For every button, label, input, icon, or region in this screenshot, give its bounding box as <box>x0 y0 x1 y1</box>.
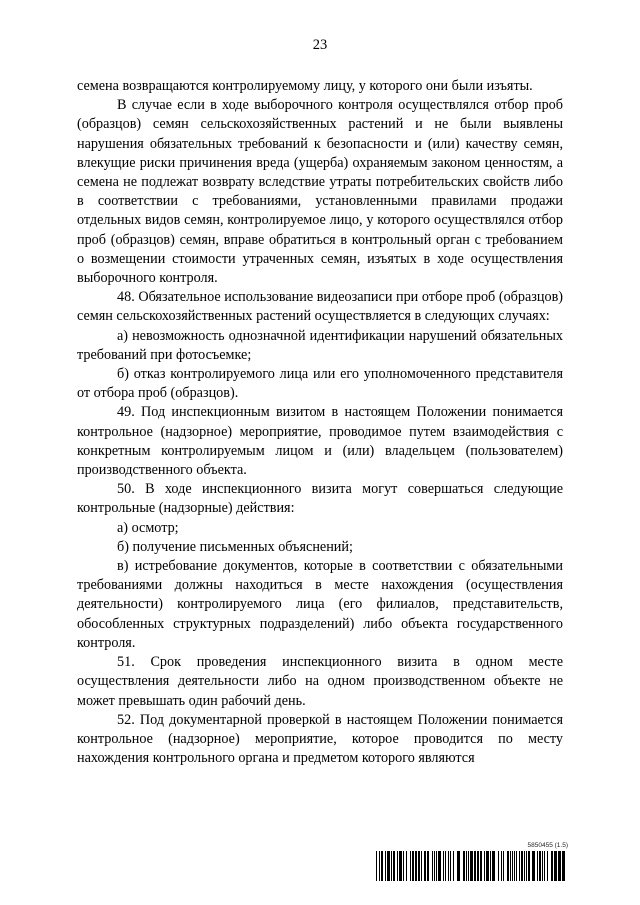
paragraph-49: 49. Под инспекционным визитом в настоящем Положении понимается контрольное (надзорное) мероприятие, проводимое путем взаимодействия с конкретным контролируемым лицом и (или) владельцем (пользователем) производственного объекта. <box>77 404 563 479</box>
barcode-bar <box>381 851 383 881</box>
barcode-bar <box>490 851 491 881</box>
barcode-bar <box>547 851 548 881</box>
barcode-bar <box>412 851 414 881</box>
barcode-bar <box>393 851 395 881</box>
barcode-bar <box>434 851 435 881</box>
barcode-bar <box>436 851 437 881</box>
barcode-bar <box>544 851 545 881</box>
barcode-bar <box>448 851 449 881</box>
barcode-bar <box>551 851 553 881</box>
barcode-bar <box>480 851 482 881</box>
barcode-bar <box>415 851 417 881</box>
paragraph-50-b: б) получение письменных объяснений; <box>117 538 353 555</box>
barcode-bar <box>379 851 380 881</box>
barcode-bar <box>391 851 392 881</box>
paragraph-48-b: б) отказ контролируемого лица или его уполномоченного представителя от отбора проб (образцов). <box>77 366 563 402</box>
barcode-bar <box>410 851 411 881</box>
barcode-bar <box>406 851 407 881</box>
paragraph-seed-compensation: В случае если в ходе выборочного контроля осуществлялся отбор проб (образцов) семян сельскохозяйственных растений и не были выявлены нарушения обязательных требований к безопасности и (или) качеству семян, влекущие риски причинения вреда (ущерба) охраняемым законом ценностям, а семена не подлежат возврату вследствие утраты потребительских свойств либо в соответствии с требованиями, установленными правилами продажи отдельных видов семян, контролируемое лицо, у которого осуществлялся отбор проб (образцов) семян, вправе обратиться в контрольный орган с требованием о возмещении стоимости утраченных семян, изъятых в ходе осуществления выборочного контроля. <box>77 97 563 287</box>
barcode-bar <box>503 851 504 881</box>
paragraph-51: 51. Срок проведения инспекционного визита в одном месте осуществления деятельности либо на одном производственном объекте не может превышать один рабочий день. <box>77 654 563 709</box>
barcode-bar <box>445 851 446 881</box>
barcode-bar <box>418 851 420 881</box>
barcode-bar <box>507 851 509 881</box>
page-number: 23 <box>312 37 328 53</box>
barcode-bar <box>397 851 398 881</box>
barcode-bar <box>524 851 525 881</box>
barcode-bar <box>474 851 476 881</box>
barcode-bar <box>477 851 479 881</box>
barcode-bar <box>453 851 454 881</box>
barcode-image <box>376 851 568 881</box>
barcode-bar <box>562 851 565 881</box>
barcode-bar <box>470 851 473 881</box>
barcode-bar <box>450 851 451 881</box>
barcode-bar <box>519 851 520 881</box>
barcode-bar <box>514 851 515 881</box>
barcode-bar <box>468 851 469 881</box>
barcode-bar <box>558 851 561 881</box>
barcode-bar <box>554 851 557 881</box>
barcode-bar <box>463 851 465 881</box>
barcode-code: 5850455 (1.5) <box>527 842 568 849</box>
barcode-bar <box>492 851 495 881</box>
barcode-bar <box>376 851 377 881</box>
barcode-bar <box>403 851 404 881</box>
barcode-bar <box>532 851 535 881</box>
paragraph-intro: семена возвращаются контролируемому лицу, у которого они были изъяты. <box>77 78 533 94</box>
barcode-bar <box>399 851 402 881</box>
barcode-bar <box>484 851 485 881</box>
body-text <box>77 77 563 768</box>
paragraph-52: 52. Под документарной проверкой в настоящем Положении понимается контрольное (надзорное) мероприятие, которое проводится по месту нахождения контрольного органа и предметом которого являются <box>77 711 563 767</box>
barcode-bar <box>526 851 527 881</box>
barcode-bar <box>424 851 426 881</box>
barcode-bar <box>537 851 538 881</box>
barcode-bar <box>486 851 489 881</box>
barcode-bar <box>438 851 441 881</box>
barcode-bar <box>510 851 511 881</box>
barcode-bar <box>501 851 502 881</box>
document-barcode <box>376 842 568 882</box>
barcode-bar <box>457 851 460 881</box>
paragraph-50-c: в) истребование документов, которые в соответствии с обязательными требованиями должны находиться в месте нахождения (осуществления деятельности) контролируемого лица (его филиалов, представительств, обособленных структурных подразделений) либо объекта государственного контроля. <box>77 558 563 651</box>
paragraph-50-a: а) осмотр; <box>117 519 179 536</box>
barcode-bar <box>542 851 543 881</box>
barcode-bar <box>432 851 433 881</box>
barcode-bar <box>512 851 513 881</box>
barcode-bar <box>539 851 541 881</box>
barcode-bar <box>498 851 499 881</box>
paragraph-48: 48. Обязательное использование видеозаписи при отборе проб (образцов) семян сельскохозяйственных растений осуществляется в следующих случаях: <box>77 289 563 325</box>
paragraph-50: 50. В ходе инспекционного визита могут совершаться следующие контрольные (надзорные) действия: <box>77 481 563 517</box>
barcode-bar <box>443 851 444 881</box>
barcode-bar <box>387 851 390 881</box>
barcode-bar <box>421 851 422 881</box>
barcode-bar <box>521 851 523 881</box>
barcode-bar <box>528 851 530 881</box>
barcode-bar <box>427 851 429 881</box>
barcode-bar <box>516 851 517 881</box>
barcode-bar <box>466 851 467 881</box>
barcode-bar <box>385 851 386 881</box>
paragraph-48-a: а) невозможность однозначной идентификации нарушений обязательных требований при фотосъемке; <box>77 327 563 363</box>
